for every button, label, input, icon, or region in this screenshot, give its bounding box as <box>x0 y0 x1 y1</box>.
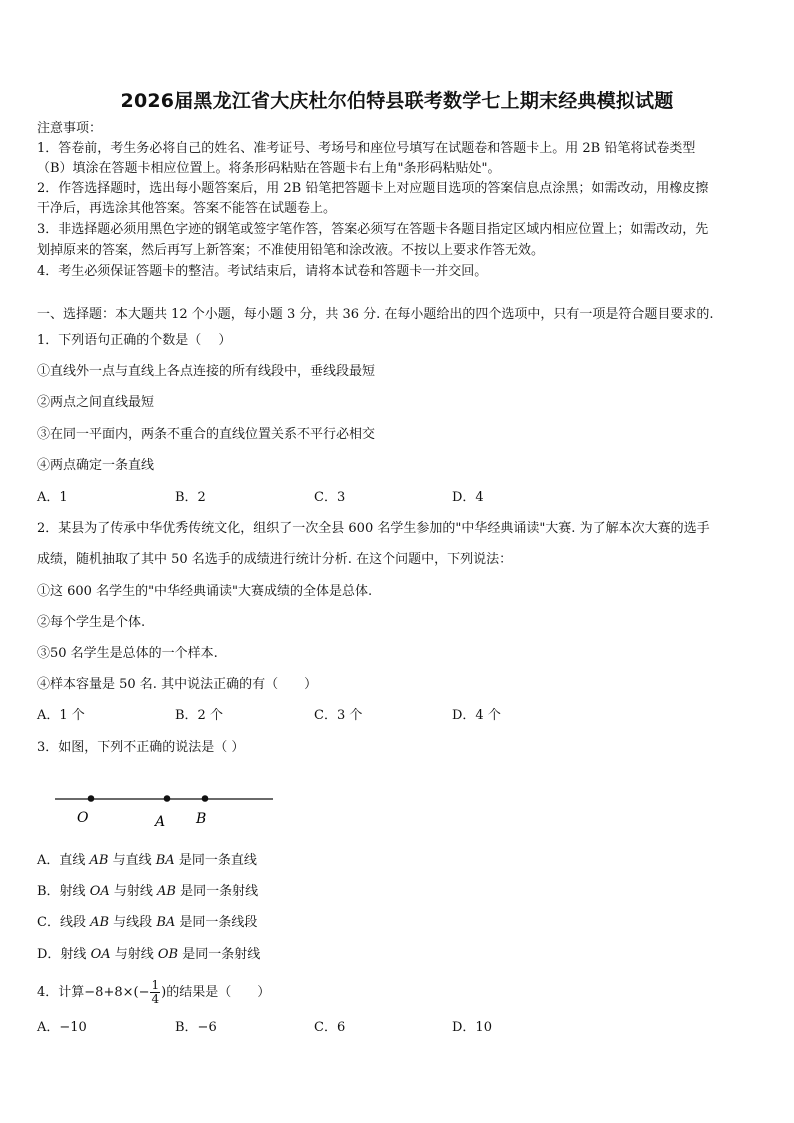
notice-line: 干净后，再选涂其他答案。答案不能答在试题卷上。 <box>37 201 337 216</box>
option-text: A．直线 <box>37 853 90 868</box>
question-2-item: ③50 名学生是总体的一个样本. <box>37 646 218 661</box>
math-symbol: OB <box>157 947 179 962</box>
math-symbol: OA <box>90 947 111 962</box>
option-text: 与线段 <box>109 915 157 930</box>
question-2-stem: 2．某县为了传承中华优秀传统文化，组织了一次全县 600 名学生参加的"中华经典诵读"大赛. 为了解本次大赛的选手 <box>37 521 710 536</box>
notice-line: 划掉原来的答案，然后再写上新答案；不准使用铅笔和涂改液。不按以上要求作答无效。 <box>37 243 545 258</box>
question-4-option-b: B．−6 <box>175 1020 217 1035</box>
question-4-option-d: D．10 <box>452 1020 492 1035</box>
question-3-option-b <box>37 883 258 901</box>
question-3-stem: 3．如图，下列不正确的说法是（ ） <box>37 740 245 755</box>
question-2-stem: 成绩，随机抽取了其中 50 名选手的成绩进行统计分析. 在这个问题中，下列说法： <box>37 552 513 567</box>
question-1-option-d: D．4 <box>452 490 484 505</box>
question-4-option-a: A．−10 <box>37 1020 87 1035</box>
notice-heading: 注意事项： <box>37 121 103 136</box>
label-o: O <box>77 810 89 826</box>
question-3-option-c <box>37 914 257 932</box>
notice-line: 3．非选择题必须用黑色字迹的钢笔或签字笔作答，答案必须写在答题卡各题目指定区域内相应位置上；如需改动，先 <box>37 222 709 237</box>
option-text: 与射线 <box>110 947 158 962</box>
section-heading: 一、选择题：本大题共 12 个小题，每小题 3 分，共 36 分. 在每小题给出的四个选项中，只有一项是符合题目要求的. <box>37 307 714 322</box>
option-text: 是同一条线段 <box>175 915 258 930</box>
question-4-stem <box>37 978 270 1008</box>
math-expression: ) <box>161 985 167 1000</box>
question-2-option-c: C．3 个 <box>314 708 363 723</box>
math-symbol: OA <box>89 884 110 899</box>
option-text: B．射线 <box>37 884 90 899</box>
math-symbol: AB <box>157 884 176 899</box>
point-o <box>88 795 95 802</box>
point-b <box>202 795 209 802</box>
label-b: B <box>196 811 207 827</box>
question-4-option-c: C．6 <box>314 1020 346 1035</box>
option-text: 与射线 <box>109 884 157 899</box>
question-1-option-c: C．3 <box>314 490 346 505</box>
question-1-item: ③在同一平面内，两条不重合的直线位置关系不平行必相交 <box>37 427 376 442</box>
option-text: C．线段 <box>37 915 91 930</box>
stem-text: 4．计算 <box>37 985 85 1000</box>
fraction-denominator: 4 <box>151 992 160 1006</box>
option-text: D．射线 <box>37 947 91 962</box>
notice-line: 2．作答选择题时，选出每小题答案后，用 2B 铅笔把答题卡上对应题目选项的答案信息点涂黑；如需改动，用橡皮擦 <box>37 181 709 196</box>
question-1-option-b: B．2 <box>175 490 206 505</box>
point-a <box>164 795 171 802</box>
option-text: 与直线 <box>108 853 156 868</box>
question-1-item: ①直线外一点与直线上各点连接的所有线段中，垂线段最短 <box>37 364 376 379</box>
fraction-numerator: 1 <box>151 978 160 992</box>
question-1-stem: 1．下列语句正确的个数是（ ） <box>37 333 232 348</box>
math-symbol: BA <box>156 915 176 930</box>
option-text: 是同一条射线 <box>178 947 261 962</box>
question-1-item: ②两点之间直线最短 <box>37 395 155 410</box>
math-symbol: AB <box>90 915 110 930</box>
math-symbol: AB <box>89 853 109 868</box>
question-2-item: ④样本容量是 50 名. 其中说法正确的有（ ） <box>37 677 318 692</box>
notice-line: 4．考生必须保证答题卡的整洁。考试结束后，请将本试卷和答题卡一并交回。 <box>37 264 488 279</box>
page-title: 2026届黑龙江省大庆杜尔伯特县联考数学七上期末经典模拟试题 <box>120 90 674 112</box>
question-2-item: ②每个学生是个体. <box>37 615 146 630</box>
question-1-item: ④两点确定一条直线 <box>37 458 155 473</box>
question-2-option-a: A．1 个 <box>37 708 85 723</box>
line-figure <box>50 786 280 832</box>
label-a: A <box>155 814 166 830</box>
notice-line: 1．答卷前，考生务必将自己的姓名、准考证号、考场号和座位号填写在试题卷和答题卡上。用 2B 铅笔将试卷类型 <box>37 141 696 156</box>
question-2-option-b: B．2 个 <box>175 708 223 723</box>
question-3-option-a <box>37 852 257 870</box>
fraction <box>150 979 160 1006</box>
math-symbol: BA <box>155 853 175 868</box>
option-text: 是同一条直线 <box>174 853 257 868</box>
math-expression: −8+8×(− <box>84 985 150 1000</box>
option-text: 是同一条射线 <box>175 884 259 899</box>
question-2-item: ①这 600 名学生的"中华经典诵读"大赛成绩的全体是总体. <box>37 584 373 599</box>
question-2-option-d: D．4 个 <box>452 708 501 723</box>
stem-text: 的结果是（ ） <box>166 985 271 1000</box>
question-1-option-a: A．1 <box>37 490 68 505</box>
notice-line: （B）填涂在答题卡相应位置上。将条形码粘贴在答题卡右上角"条形码粘贴处"。 <box>37 161 501 176</box>
question-3-option-d <box>37 946 260 964</box>
